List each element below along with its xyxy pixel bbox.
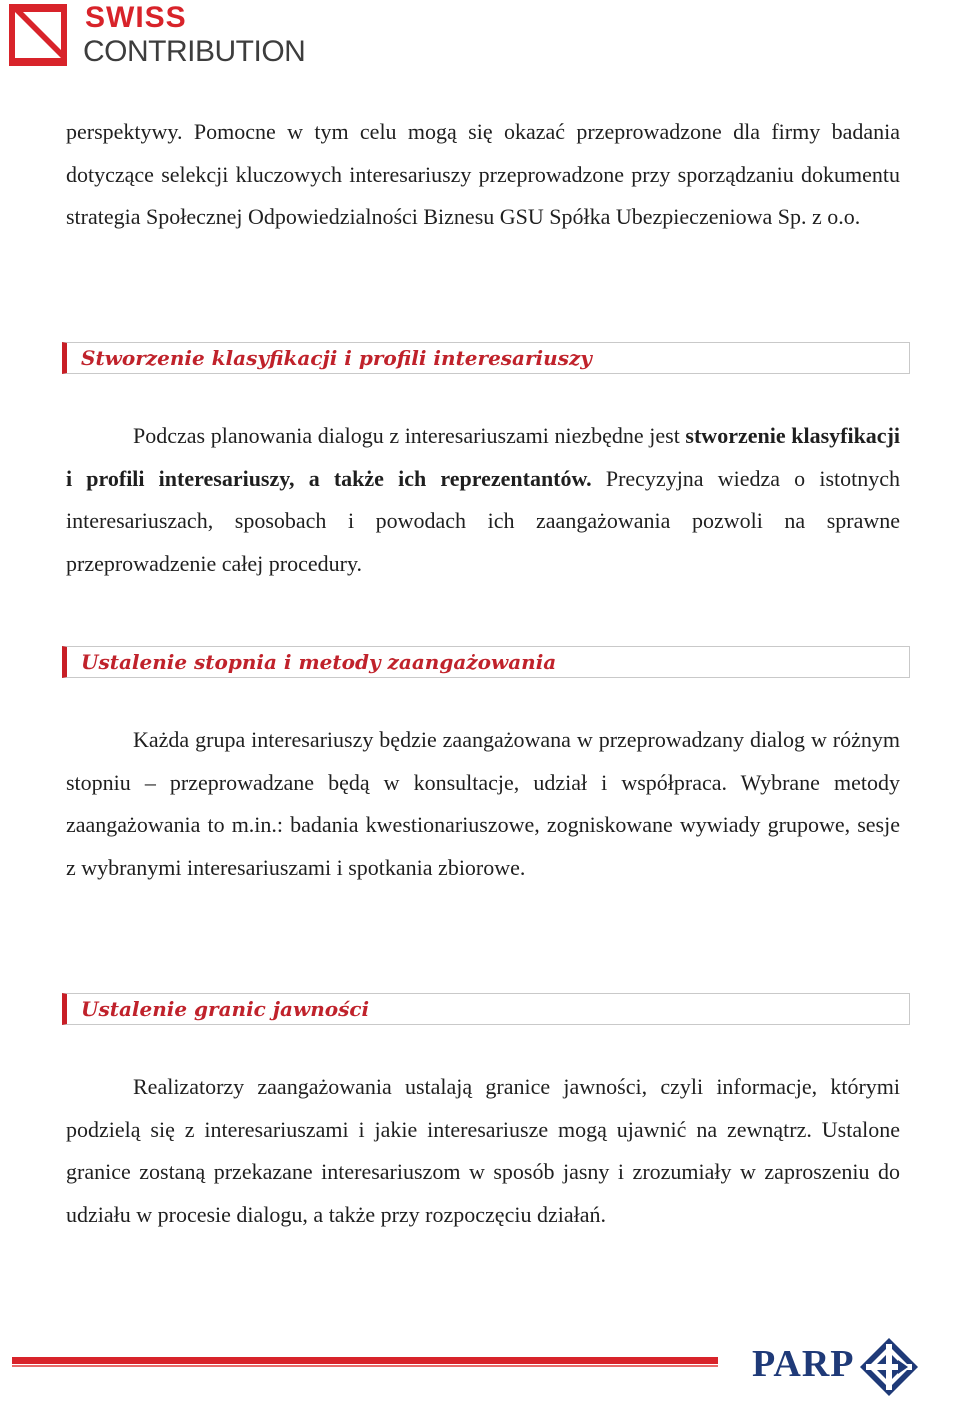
section-heading-1-text: Stworzenie klasyfikacji i profili interesariuszy [81, 346, 592, 370]
footer-red-bar [12, 1357, 718, 1364]
parp-logo-text: PARP [752, 1343, 855, 1385]
swiss-logo-mark-icon [9, 4, 67, 66]
parp-logo-mark-icon [858, 1336, 920, 1398]
section-1-text-end: Precyzyjna wiedza o istotnych interesariuszach, sposobach i powodach ich zaangażowania pozwoli na sprawne przeprowadzenie całej procedury. [66, 465, 900, 576]
section-1-text-start: Podczas planowania dialogu z interesariuszami niezbędne jest [133, 423, 686, 448]
section-heading-3 [62, 993, 910, 1025]
footer-red-line [12, 1365, 718, 1367]
section-3-text: Realizatorzy zaangażowania ustalają granice jawności, czyli informacje, którymi podzielą się z interesariuszami i jakie interesariusze mogą ujawnić na zewnątrz. Ustalone granice zostaną przekazane interesariuszom w sposób jasny i zrozumiały w zaproszeniu do udziału w procesie dialogu, a także przy rozpoczęciu działań. [66, 1074, 900, 1227]
logo-text-swiss: SWISS [85, 1, 187, 34]
section-2-paragraph [66, 719, 900, 889]
swiss-contribution-logo [9, 1, 309, 70]
section-1-paragraph [66, 415, 900, 585]
intro-paragraph: perspektywy. Pomocne w tym celu mogą się okazać przeprowadzone dla firmy badania dotyczące selekcji kluczowych interesariuszy przeprowadzone przy sporządzaniu dokumentu strategia Społecznej Odpowiedzialności Biznesu GSU Spółka Ubezpieczeniowa Sp. z o.o. [66, 119, 900, 229]
logo-text-contribution: CONTRIBUTION [83, 35, 306, 68]
section-heading-2 [62, 646, 910, 678]
section-2-text: Każda grupa interesariuszy będzie zaangażowana w przeprowadzany dialog w różnym stopniu – przeprowadzane będą w konsultacje, udział i współpraca. Wybrane metody zaangażowania to m.in.: badania kwestionariuszowe, zogniskowane wywiady grupowe, sesje z wybranymi interesariuszami i spotkania zbiorowe. [66, 727, 900, 880]
section-3-paragraph [66, 1066, 900, 1236]
parp-logo [752, 1336, 922, 1398]
section-heading-3-text: Ustalenie granic jawności [81, 997, 370, 1021]
section-1-text-bold: stworzenie klasyfikacji i profili interesariuszy, a także ich reprezentantów. [66, 423, 901, 491]
section-heading-2-text: Ustalenie stopnia i metody zaangażowania [81, 650, 557, 674]
section-heading-1 [62, 342, 910, 374]
